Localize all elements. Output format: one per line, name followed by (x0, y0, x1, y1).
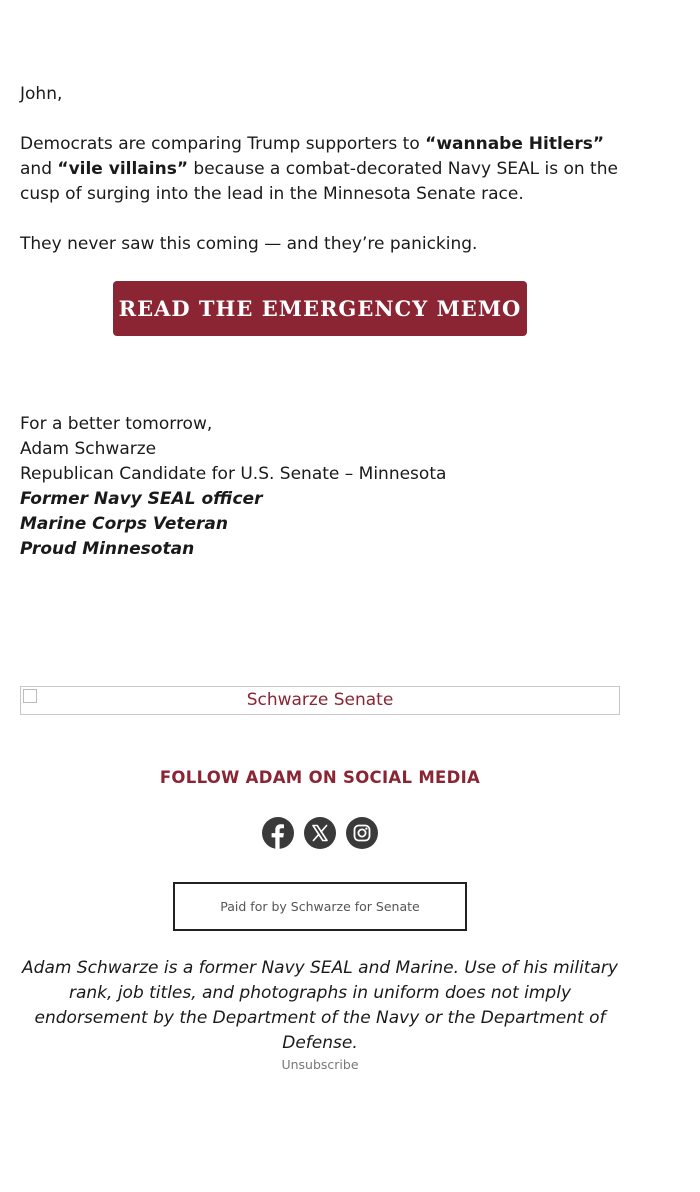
quote-wannabe-hitlers: “wannabe Hitlers” (425, 134, 604, 154)
quote-vile-villains: “vile villains” (57, 159, 189, 179)
facebook-icon[interactable] (262, 817, 294, 849)
body1-text-2: and (20, 159, 58, 179)
schwarze-senate-banner[interactable] (20, 686, 620, 715)
credential-minnesotan: Proud Minnesotan (20, 539, 195, 559)
body-paragraph-1 (20, 132, 620, 207)
body1-text-1: Democrats are comparing Trump supporters to (20, 134, 426, 154)
signoff (20, 412, 620, 562)
signer-name: Adam Schwarze (20, 439, 157, 459)
signer-title: Republican Candidate for U.S. Senate – Minnesota (20, 464, 447, 484)
body-paragraph-2: They never saw this coming — and they’re panicking. (20, 234, 478, 254)
broken-image-icon (23, 689, 37, 703)
paid-for-box: Paid for by Schwarze for Senate (173, 882, 467, 931)
instagram-icon[interactable] (346, 817, 378, 849)
social-links (20, 817, 620, 849)
banner-alt-text: Schwarze Senate (246, 690, 394, 710)
unsubscribe-link[interactable]: Unsubscribe (281, 1057, 359, 1072)
body1-text-3: because a combat-decorated Navy SEAL is on the cusp of surging into the lead in the Minnesota Senate race. (20, 159, 618, 204)
greeting: John, (20, 84, 63, 104)
closing: For a better tomorrow, (20, 414, 213, 434)
x-icon[interactable] (304, 817, 336, 849)
credential-marine: Marine Corps Veteran (20, 514, 228, 534)
follow-heading: FOLLOW ADAM ON SOCIAL MEDIA (159, 768, 481, 787)
disclaimer: Adam Schwarze is a former Navy SEAL and Marine. Use of his military rank, job titles, and photographs in uniform does not imply endorsement by the Department of the Navy or the Department of Defense. (22, 958, 618, 1053)
credential-seal: Former Navy SEAL officer (20, 489, 263, 509)
read-memo-button[interactable]: READ THE EMERGENCY MEMO → (113, 281, 527, 336)
